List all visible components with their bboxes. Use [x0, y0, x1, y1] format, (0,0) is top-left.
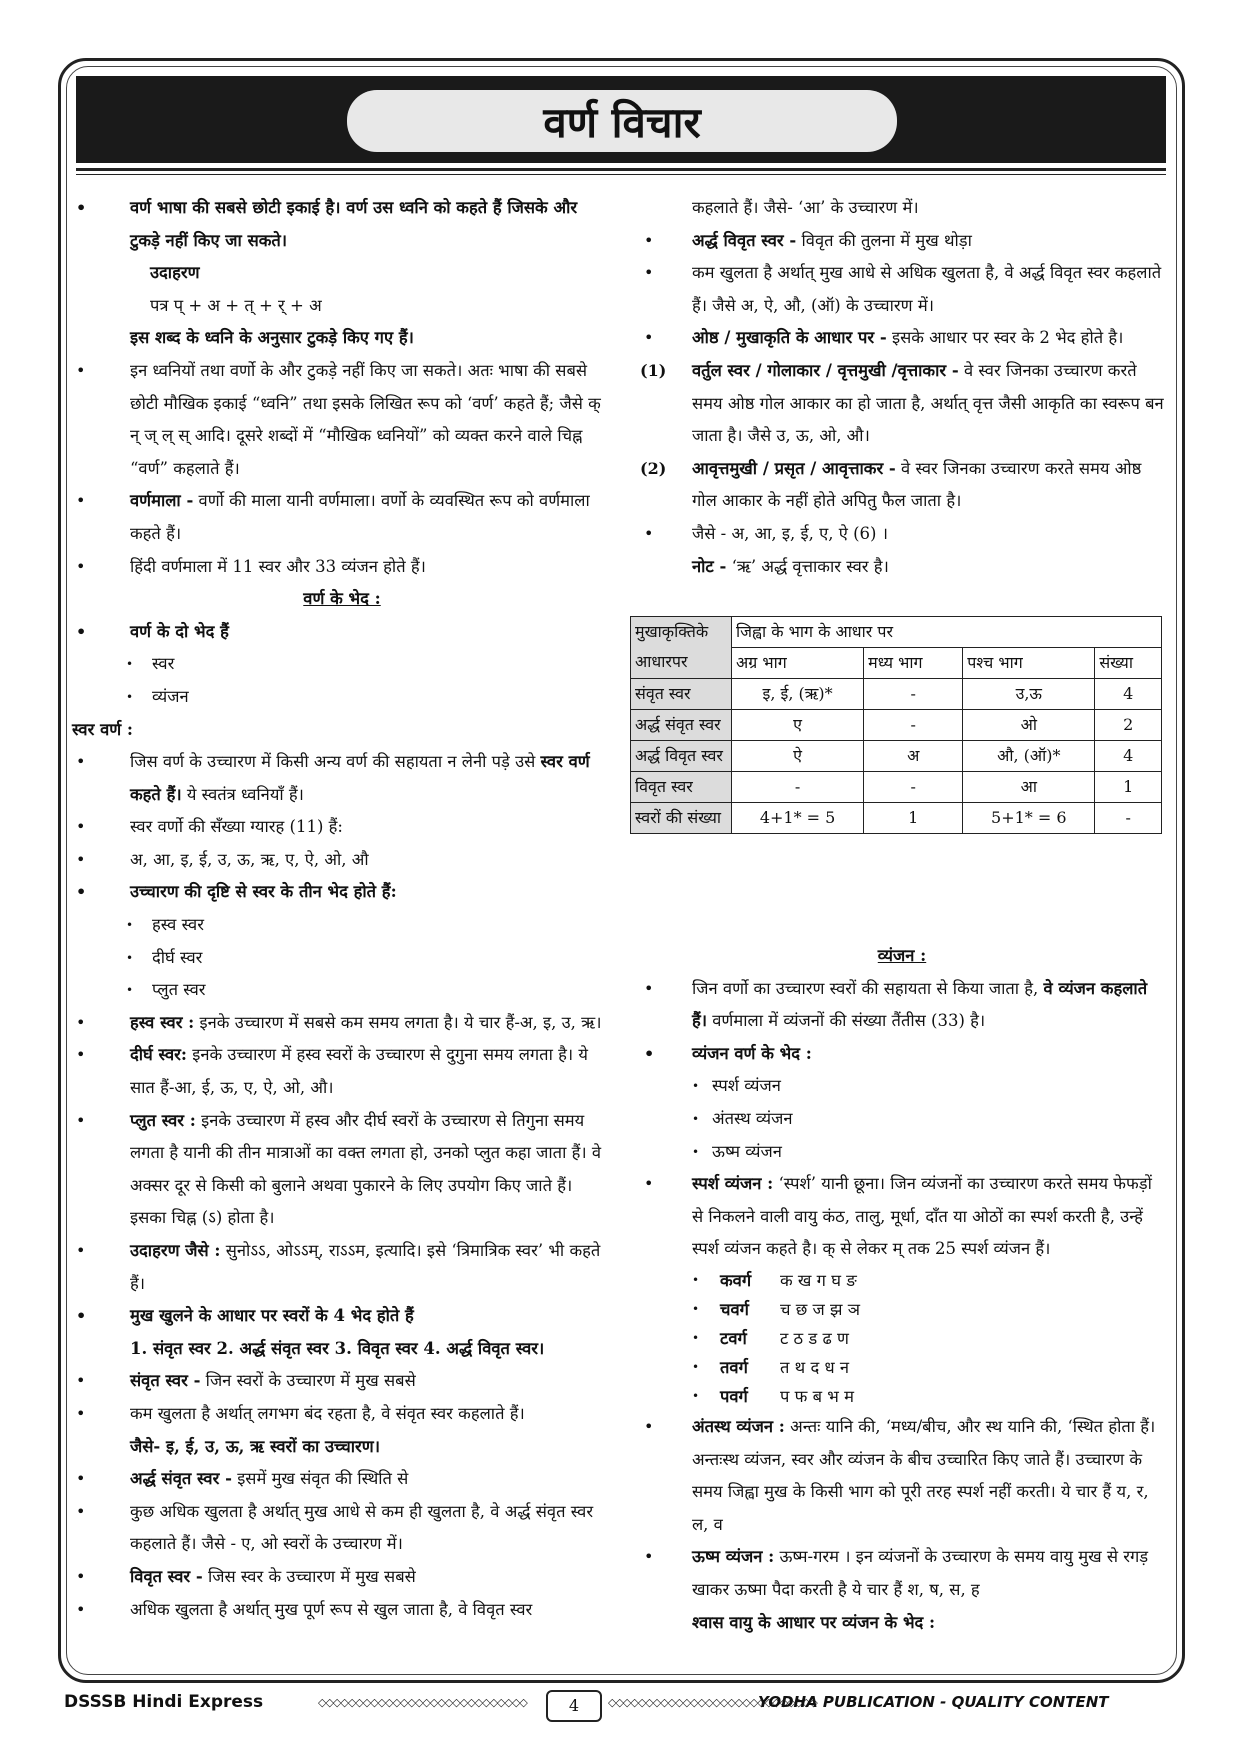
- footer-book-title: DSSSB Hindi Express: [64, 1692, 264, 1712]
- footer-ornament: ◇◇◇◇◇◇◇◇◇◇◇◇◇◇◇◇◇◇◇◇◇◇◇◇◇◇◇◇: [608, 1696, 817, 1709]
- table-cell: इ, ई, (ऋ)*: [732, 679, 864, 710]
- varga-row: • चवर्ग च छ ज झ ञ: [692, 1299, 860, 1319]
- sub-list-item: • स्पर्श व्यंजन: [692, 1076, 781, 1096]
- table-cell: ऐ: [732, 741, 864, 772]
- table-cell: 4: [1095, 741, 1162, 772]
- list-item: • कम खुलता है अर्थात् मुख आधे से अधिक खुलता है, वे अर्द्ध विवृत स्वर कहलाते हैं। जैसे अ, ऐ, औ, (ऑ) के उच्चारण में।: [644, 263, 1162, 315]
- table-row: [631, 772, 1162, 803]
- table-cell: औ, (ऑ)*: [963, 741, 1095, 772]
- table-cell: ए: [732, 710, 864, 741]
- page-title: वर्ण विचार: [543, 97, 701, 147]
- section-heading: वर्ण के भेद :: [303, 589, 381, 609]
- table-header-cell: मध्य भाग: [864, 648, 963, 679]
- table-cell: -: [864, 679, 963, 710]
- table-cell: 1: [864, 803, 963, 834]
- list-item: • संवृत स्वर - जिन स्वरों के उच्चारण में मुख सबसे: [76, 1371, 416, 1391]
- footer-ornament: ◇◇◇◇◇◇◇◇◇◇◇◇◇◇◇◇◇◇◇◇◇◇◇◇◇◇◇◇: [318, 1696, 527, 1709]
- table-header-cell: मुखाकृक्तिके आधारपर: [631, 617, 732, 679]
- list-item: • जिस वर्ण के उच्चारण में किसी अन्य वर्ण की सहायता न लेनी पड़े उसे स्वर वर्ण कहते हैं। ये स्वतंत्र ध्वनियाँ हैं।: [76, 752, 590, 804]
- note: नोट - ‘ऋ’ अर्द्ध वृत्ताकार स्वर है।: [692, 556, 889, 576]
- row-label: संवृत स्वर: [631, 679, 732, 710]
- list-item: • अंतस्थ व्यंजन : अन्तः यानि की, ‘मध्य/बीच, और स्थ यानि की, ‘स्थित होता हैं। अन्तःस्थ व्यंजन, स्वर और व्यंजन के बीच उच्चारित किए जाते हैं। उच्चारण के समय जिह्वा मुख के किसी भाग को पूरी तरह स्पर्श नहीं करती। ये चार हैं य, र, ल, व: [644, 1416, 1156, 1534]
- list-item: • ऊष्म व्यंजन : ऊष्म-गरम । इन व्यंजनों के उच्चारण के समय वायु मुख से रगड़ खाकर ऊष्मा पैदा करती है ये चार हैं श, ष, स, ह: [644, 1547, 1149, 1599]
- list-item: • स्पर्श व्यंजन : ‘स्पर्श’ यानी छूना। जिन व्यंजनों का उच्चारण करते समय फेफड़ों से निकलने वाली वायु कंठ, तालु, मूर्धा, दाँत या ओठों का स्पर्श करती है, उन्हें स्पर्श व्यंजन कहते है। क् से लेकर म् तक 25 स्पर्श व्यंजन हैं।: [644, 1174, 1152, 1259]
- list-item: • हिंदी वर्णमाला में 11 स्वर और 33 व्यंजन होते हैं।: [76, 556, 426, 576]
- table-cell: 4: [1095, 679, 1162, 710]
- example-value: पत्र प् + अ + त् + र् + अ: [150, 295, 322, 315]
- list-item: • जिन वर्णो का उच्चारण स्वरों की सहायता से किया जाता है, वे व्यंजन कहलाते हैं। वर्णमाला में व्यंजनों की संख्या तैंतीस (33) है।: [644, 978, 1148, 1031]
- list-item: • अधिक खुलता है अर्थात् मुख पूर्ण रूप से खुल जाता है, वे विवृत स्वर: [76, 1599, 533, 1619]
- table-cell: -: [864, 772, 963, 803]
- table-header-cell: जिह्वा के भाग के आधार पर: [732, 617, 1162, 648]
- table-cell: 4+1* = 5: [732, 803, 864, 834]
- varga-row: • पवर्ग प फ ब भ म: [692, 1386, 854, 1406]
- table-row: [631, 741, 1162, 772]
- list-item: • वर्ण के दो भेद हैं: [76, 621, 229, 641]
- list-item: • कुछ अधिक खुलता है अर्थात् मुख आधे से कम ही खुलता है, वे अर्द्ध संवृत स्वर कहलाते हैं। जैसे - ए, ओ स्वरों के उच्चारण में।: [76, 1501, 594, 1554]
- sub-list-item: • अंतस्थ व्यंजन: [692, 1108, 793, 1128]
- sub-list-item: • दीर्घ स्वर: [126, 947, 203, 967]
- table-cell: 5+1* = 6: [963, 803, 1095, 834]
- sub-list-item: • प्लुत स्वर: [126, 980, 206, 1000]
- sub-list-item: • व्यंजन: [126, 686, 189, 706]
- list-item: • हस्व स्वर : इनके उच्चारण में सबसे कम समय लगता है। ये चार हैं-अ, इ, उ, ऋ।: [76, 1012, 602, 1032]
- table-cell: -: [1095, 803, 1162, 834]
- table-row: [631, 679, 1162, 710]
- table-cell: -: [732, 772, 864, 803]
- page-footer: [0, 1690, 1241, 1724]
- right-column-bottom: [640, 940, 1164, 1639]
- varga-row: • तवर्ग त थ द ध न: [692, 1357, 849, 1377]
- table-header-cell: पश्च भाग: [963, 648, 1095, 679]
- table-header-cell: संख्या: [1095, 648, 1162, 679]
- page-number: 4: [546, 1690, 602, 1722]
- list-item: • उच्चारण की दृष्टि से स्वर के तीन भेद होते हैं:: [76, 882, 397, 902]
- table-cell: उ,ऊ: [963, 679, 1095, 710]
- paragraph: कहलाते हैं। जैसे- ‘आ’ के उच्चारण में।: [692, 198, 919, 217]
- row-label: विवृत स्वर: [631, 772, 732, 803]
- sub-list-item: • ऊष्म व्यंजन: [692, 1141, 782, 1161]
- section-heading: व्यंजन :: [877, 946, 927, 965]
- header-rule-thick: [76, 168, 1166, 171]
- list-item: • वर्ण भाषा की सबसे छोटी इकाई है। वर्ण उस ध्वनि को कहते हैं जिसके और टुकड़े नहीं किए जा सकते।: [76, 198, 578, 250]
- paragraph: श्वास वायु के आधार पर व्यंजन के भेद :: [692, 1612, 936, 1632]
- sub-list-item: • स्वर: [126, 654, 175, 674]
- list-item: • ओष्ठ / मुखाकृति के आधार पर - इसके आधार पर स्वर के 2 भेद होते है।: [644, 328, 1124, 348]
- right-column-top: [640, 192, 1164, 583]
- footer-publisher: YODHA PUBLICATION - QUALITY CONTENT: [758, 1693, 1109, 1711]
- list-item: • विवृत स्वर - जिस स्वर के उच्चारण में मुख सबसे: [76, 1566, 416, 1586]
- row-label: अर्द्ध विवृत स्वर: [631, 741, 732, 772]
- list-item: • अर्द्ध संवृत स्वर - इसमें मुख संवृत की स्थिति से: [76, 1469, 409, 1489]
- table-row: [631, 803, 1162, 834]
- list-item: • व्यंजन वर्ण के भेद :: [644, 1043, 812, 1063]
- list-item: • अ, आ, इ, ई, उ, ऊ, ऋ, ए, ऐ, ओ, औ: [76, 849, 369, 869]
- numbered-item: (2) आवृत्तमुखी / प्रसृत / आवृत्ताकर - वे स्वर जिनका उच्चारण करते समय ओष्ठ गोल आकार के नहीं होते अपितु फैल जाता है।: [640, 458, 1142, 511]
- table-header-row: [631, 617, 1162, 648]
- list-item: • उदाहरण जैसे : सुनोऽऽ, ओऽऽम्, राऽऽम, इत्यादि। इसे ‘त्रिमात्रिक स्वर’ भी कहते हैं।: [76, 1241, 601, 1293]
- table-row: [631, 710, 1162, 741]
- example-label: उदाहरण: [150, 263, 200, 283]
- table-cell: अ: [864, 741, 963, 772]
- section-heading: स्वर वर्ण :: [72, 719, 134, 739]
- table-cell: 2: [1095, 710, 1162, 741]
- numbered-item: (1) वर्तुल स्वर / गोलाकार / वृत्तमुखी /वृत्ताकार - वे स्वर जिनका उच्चारण करते समय ओष्ठ गोल आकार का हो जाता है, अर्थात् वृत्त जैसी आकृति का स्वरूप बन जाता है। जैसे उ, ऊ, ओ, औ।: [640, 360, 1164, 446]
- paragraph: जैसे- इ, ई, उ, ऊ, ऋ स्वरों का उच्चारण।: [130, 1436, 380, 1456]
- varga-row: • कवर्ग क ख ग घ ङ: [692, 1270, 857, 1290]
- paragraph: इस शब्द के ध्वनि के अनुसार टुकड़े किए गए हैं।: [130, 328, 414, 348]
- list-item: • इन ध्वनियों तथा वर्णो के और टुकड़े नहीं किए जा सकते। अतः भाषा की सबसे छोटी मौखिक इकाई “ध्वनि” तथा इसके लिखित रूप को ‘वर्ण’ कहते हैं; जैसे क् न् ज् ल् स् आदि। दूसरे शब्दों में “मौखिक ध्वनियों” को व्यक्त करने वाले चिह्न “वर्ण” कहलाते हैं।: [76, 360, 601, 478]
- varga-row: • टवर्ग ट ठ ड ढ ण: [692, 1328, 849, 1348]
- list-item: • दीर्घ स्वर: इनके उच्चारण में हस्व स्वरों के उच्चारण से दुगुना समय लगता है। ये सात हैं-आ, ई, ऊ, ए, ऐ, ओ, औ।: [76, 1045, 588, 1098]
- table-cell: -: [864, 710, 963, 741]
- list-item: • मुख खुलने के आधार पर स्वरों के 4 भेद होते हैं: [76, 1306, 414, 1326]
- table-header-cell: अग्र भाग: [732, 648, 864, 679]
- vowel-classification-table: [630, 616, 1162, 834]
- table-cell: 1: [1095, 772, 1162, 803]
- paragraph: 1. संवृत स्वर 2. अर्द्ध संवृत स्वर 3. विवृत स्वर 4. अर्द्ध विवृत स्वर।: [130, 1338, 545, 1358]
- list-item: • स्वर वर्णो की सँख्या ग्यारह (11) हैं:: [76, 817, 343, 837]
- header-rule-thin: [76, 174, 1166, 175]
- list-item: • जैसे - अ, आ, इ, ई, ए, ऐ (6) ।: [644, 523, 888, 543]
- table-cell: आ: [963, 772, 1095, 803]
- list-item: • कम खुलता है अर्थात् लगभग बंद रहता है, वे संवृत स्वर कहलाते हैं।: [76, 1403, 525, 1423]
- list-item: • वर्णमाला - वर्णो की माला यानी वर्णमाला। वर्णो के व्यवस्थित रूप को वर्णमाला कहते हैं।: [76, 491, 590, 543]
- list-item: • अर्द्ध विवृत स्वर - विवृत की तुलना में मुख थोड़ा: [644, 230, 972, 250]
- title-pill: [347, 90, 897, 152]
- row-label: अर्द्ध संवृत स्वर: [631, 710, 732, 741]
- sub-list-item: • हस्व स्वर: [126, 915, 204, 935]
- list-item: • प्लुत स्वर : इनके उच्चारण में हस्व और दीर्घ स्वरों के उच्चारण से तिगुना समय लगता है यानी की तीन मात्राओं का वक्त लगता हो, उनको प्लुत कहा जाता हैं। वे अक्सर दूर से किसी को बुलाने अथवा पुकारने के लिए उपयोग किए जाते हैं। इसका चिह्न (ऽ) होता है।: [76, 1110, 602, 1228]
- left-column: [72, 192, 612, 1626]
- table-cell: ओ: [963, 710, 1095, 741]
- row-label: स्वरों की संख्या: [631, 803, 732, 834]
